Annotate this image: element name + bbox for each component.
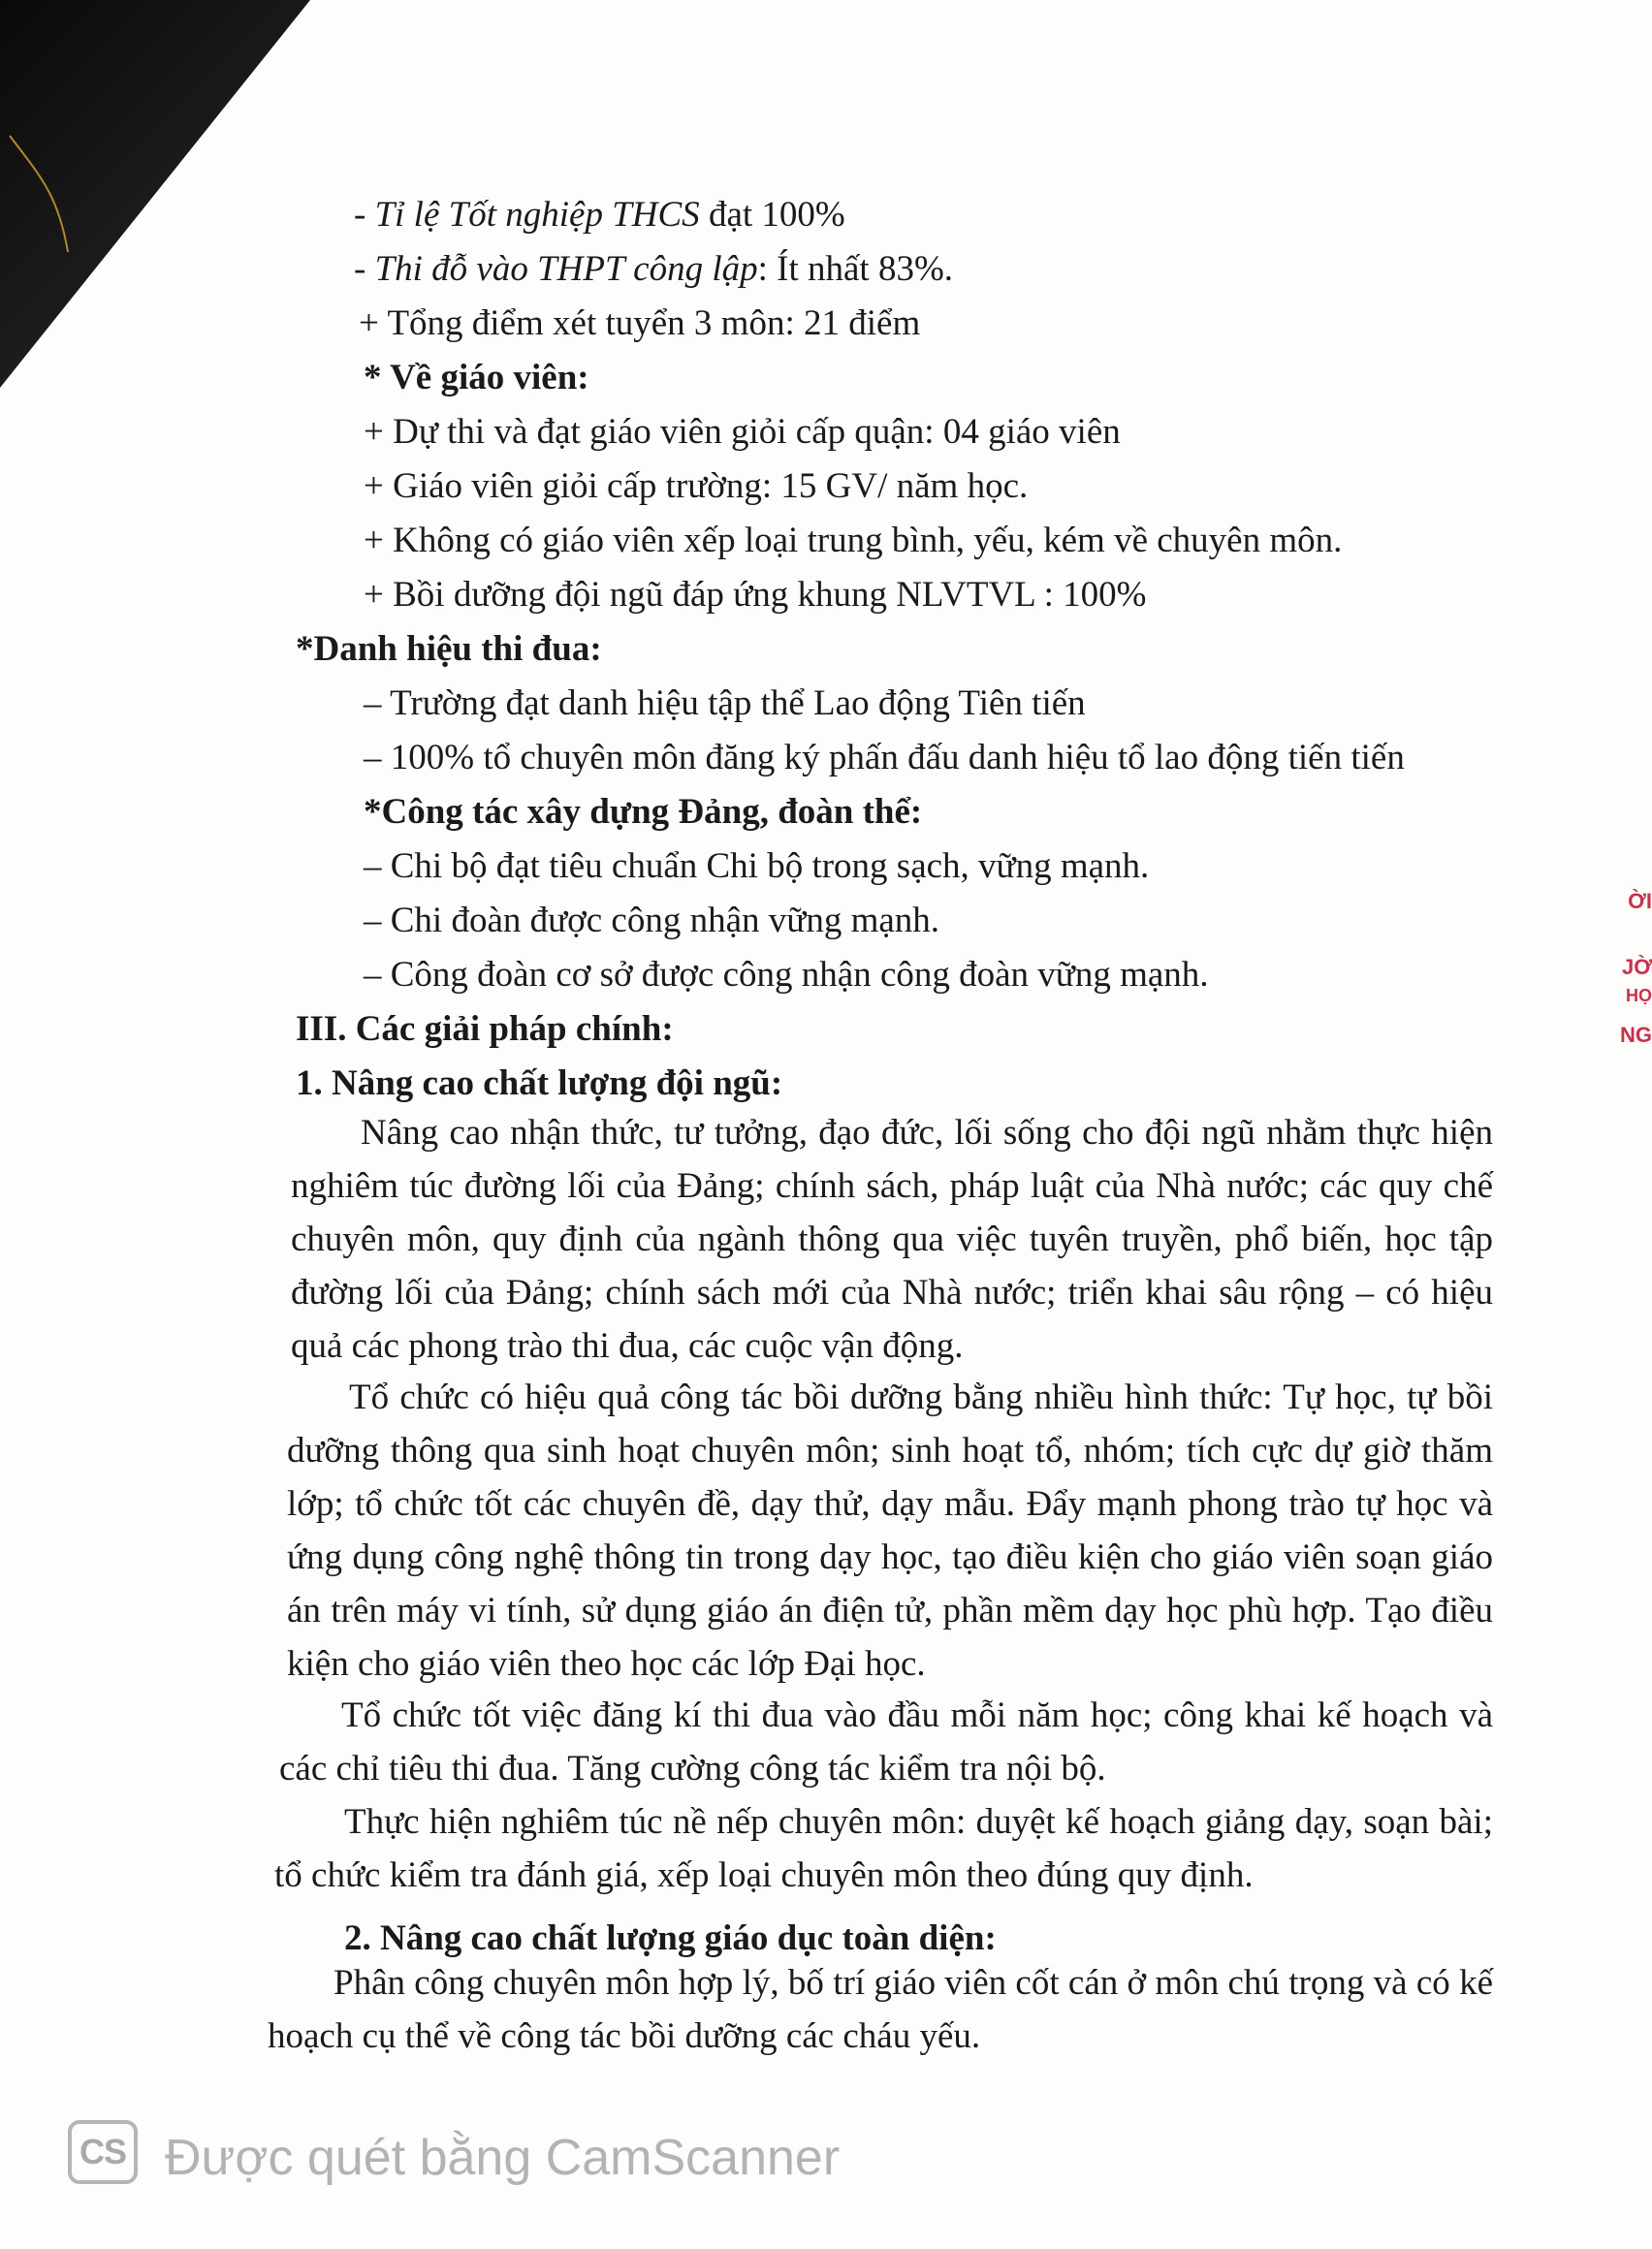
line-khong-co-gv: + Không có giáo viên xếp loại trung bình, yếu, kém về chuyên môn. (364, 521, 1343, 560)
line-thi-do: - Thi đỗ vào THPT công lập: Ít nhất 83%. (354, 249, 954, 289)
heading-nang-cao-doi-ngu: 1. Nâng cao chất lượng đội ngũ: (296, 1063, 783, 1103)
heading-danh-hieu: *Danh hiệu thi đua: (296, 629, 602, 669)
heading-ve-giao-vien: * Về giáo viên: (364, 358, 589, 397)
line-to-chuyen-mon: – 100% tổ chuyên môn đăng ký phấn đấu danh hiệu tổ lao động tiến tiến (364, 738, 1405, 777)
line-truong-dat: – Trường đạt danh hiệu tập thể Lao động Tiên tiến (364, 683, 1086, 723)
scan-shadow-corner (0, 0, 310, 388)
line-cong-doan: – Công đoàn cơ sở được công nhận công đoàn vững mạnh. (364, 955, 1209, 995)
line-chi-doan: – Chi đoàn được công nhận vững mạnh. (364, 901, 940, 940)
paragraph-phan-cong: Phân công chuyên môn hợp lý, bố trí giáo viên cốt cán ở môn chú trọng và có kế hoạch cụ thể về công tác bồi dưỡng các cháu yếu. (268, 1963, 1493, 2056)
red-stamp-fragment: ỜI JỜ HỌ NG (1620, 889, 1652, 1047)
camscanner-watermark: Được quét bằng CamScanner (165, 2130, 841, 2186)
line-gvg-quan: + Dự thi và đạt giáo viên giỏi cấp quận: 04 giáo viên (364, 412, 1121, 452)
heading-cong-tac-dang: *Công tác xây dựng Đảng, đoàn thể: (364, 792, 923, 832)
line-chi-bo: – Chi bộ đạt tiêu chuẩn Chi bộ trong sạch, vững mạnh. (364, 846, 1150, 886)
heading-giai-phap: III. Các giải pháp chính: (296, 1009, 674, 1049)
heading-giao-duc-toan-dien: 2. Nâng cao chất lượng giáo dục toàn diện: (344, 1918, 997, 1958)
line-tong-diem: + Tổng điểm xét tuyển 3 môn: 21 điểm (359, 303, 921, 343)
line-boi-duong: + Bồi dưỡng đội ngũ đáp ứng khung NLVTVL : 100% (364, 575, 1147, 615)
paragraph-dang-ki-thi-dua: Tổ chức tốt việc đăng kí thi đua vào đầu mỗi năm học; công khai kế hoạch và các chỉ tiêu thi đua. Tăng cường công tác kiểm tra nội bộ. (279, 1695, 1493, 1789)
paragraph-ne-nep: Thực hiện nghiêm túc nề nếp chuyên môn: duyệt kế hoạch giảng dạy, soạn bài; tổ chức kiểm tra đánh giá, xếp loại chuyên môn theo đúng quy định. (274, 1802, 1493, 1895)
line-tot-nghiep: - Tỉ lệ Tốt nghiệp THCS đạt 100% (354, 195, 845, 235)
paragraph-boi-duong: Tổ chức có hiệu quả công tác bồi dưỡng bằng nhiều hình thức: Tự học, tự bồi dưỡng thông qua sinh hoạt chuyên môn; sinh hoạt tổ, nhóm; tích cực dự giờ thăm lớp; tổ chức tốt các chuyên đề, dạy thử, dạy mẫu. Đẩy mạnh phong trào tự học và ứng dụng công nghệ thông tin trong dạy học, tạo điều kiện cho giáo viên soạn giáo án trên máy vi tính, sử dụng giáo án điện tử, phần mềm dạy học phù hợp. Tạo điều kiện cho giáo viên theo học các lớp Đại học. (287, 1378, 1493, 1684)
cable-shadow (0, 0, 310, 388)
line-gvg-truong: + Giáo viên giỏi cấp trường: 15 GV/ năm học. (364, 466, 1029, 506)
paragraph-nhan-thuc: Nâng cao nhận thức, tư tưởng, đạo đức, lối sống cho đội ngũ nhằm thực hiện nghiêm túc đường lối của Đảng; chính sách, pháp luật của Nhà nước; các quy chế chuyên môn, quy định của ngành thông qua việc tuyên truyền, phổ biến, học tập đường lối của Đảng; chính sách mới của Nhà nước; triển khai sâu rộng – có hiệu quả các phong trào thi đua, các cuộc vận động. (291, 1113, 1493, 1366)
camscanner-logo-icon: CS (68, 2120, 138, 2184)
